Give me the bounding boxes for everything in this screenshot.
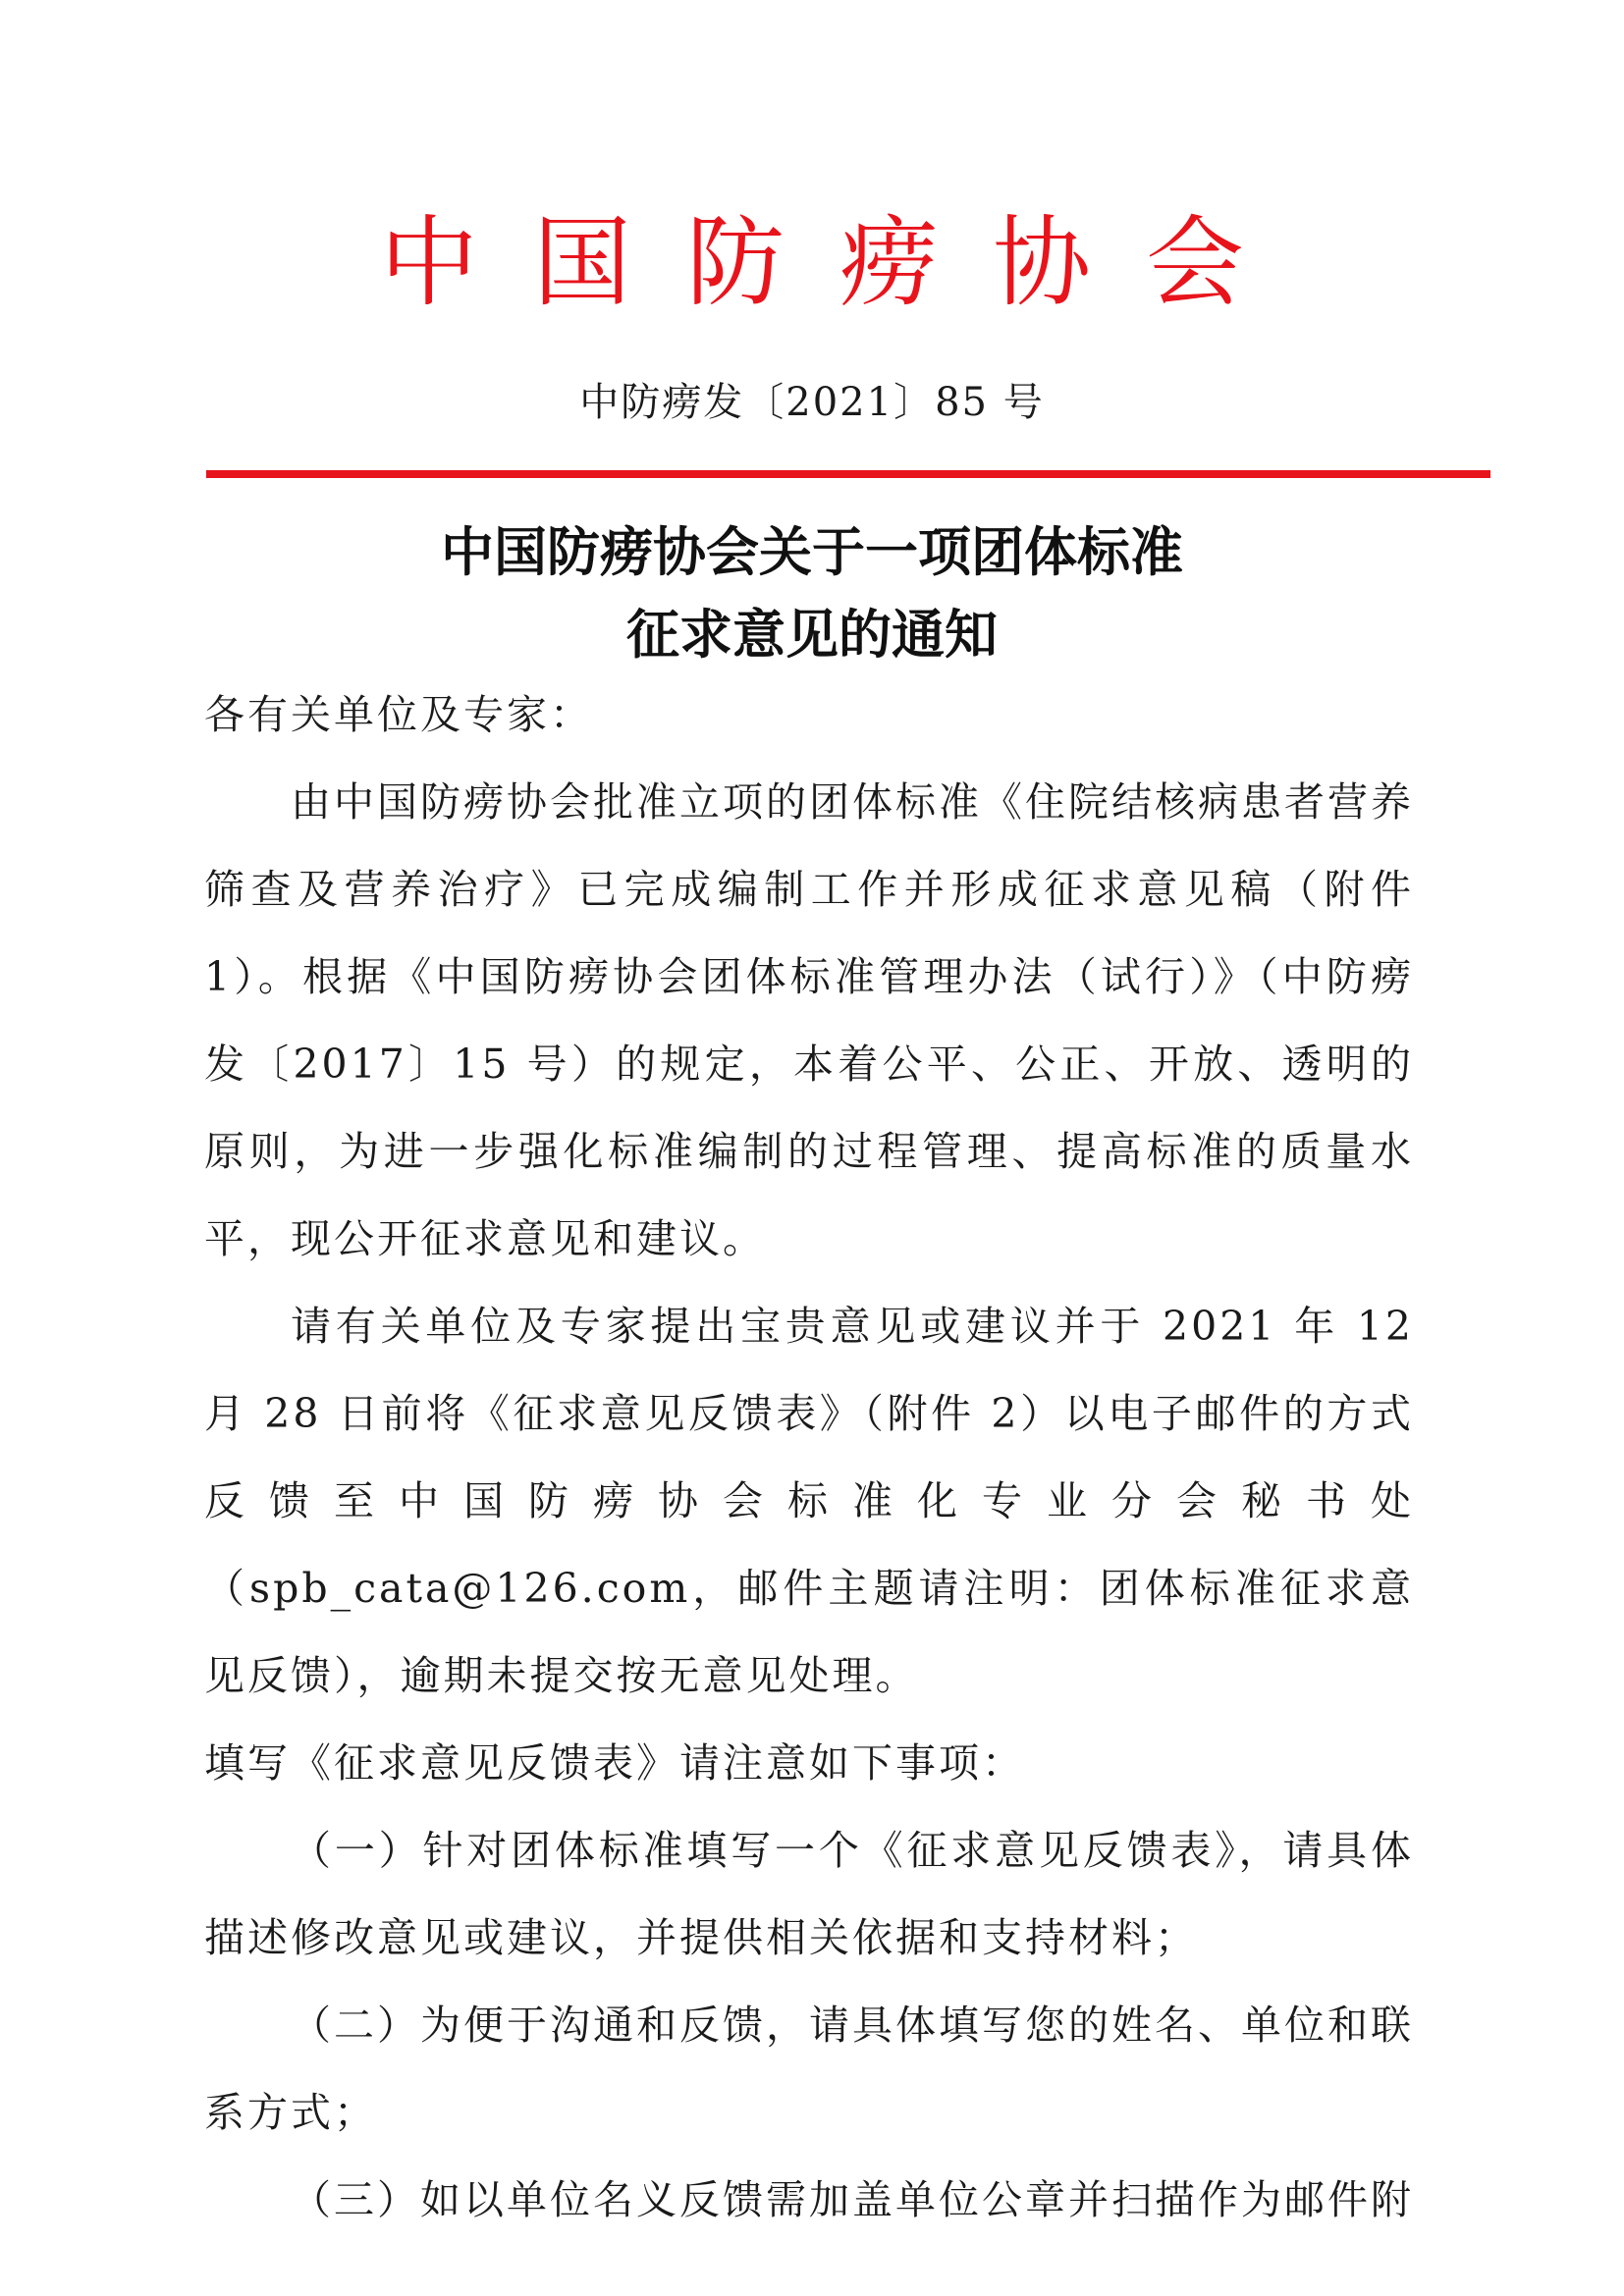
body-paragraph-1: 由中国防痨协会批准立项的团体标准《住院结核病患者营养筛查及营养治疗》已完成编制工作并形成征求意见稿（附件 1）。根据《中国防痨协会团体标准管理办法（试行）》（中防痨发〔2017〕15 号）的规定，本着公平、公正、开放、透明的原则，为进一步强化标准编制的过程管理、提高标准的质量水平，现公开征求意见和建议。 <box>204 778 1414 1262</box>
document-number: 中防痨发〔2021〕85 号 <box>579 380 1045 425</box>
body-paragraph-3: 填写《征求意见反馈表》请注意如下事项： <box>204 1739 1025 1787</box>
title-line-1: 中国防痨协会关于一项团体标准 <box>441 520 1183 583</box>
document-body <box>204 671 1414 2244</box>
title-line-2: 征求意见的通知 <box>626 603 998 666</box>
salutation: 各有关单位及专家： <box>204 691 593 738</box>
red-divider-line <box>206 470 1490 478</box>
list-item-3: （三）如以单位名义反馈需加盖单位公章并扫描作为邮件附 <box>291 2176 1414 2223</box>
list-item-1: （一）针对团体标准填写一个《征求意见反馈表》，请具体描述修改意见或建议，并提供相关依据和支持材料； <box>204 1827 1414 1961</box>
list-item-2: （二）为便于沟通和反馈，请具体填写您的姓名、单位和联系方式； <box>204 2002 1414 2136</box>
document-title <box>0 510 1624 675</box>
issuing-organization-header: 中国防痨协会 <box>380 205 1299 320</box>
body-paragraph-2: 请有关单位及专家提出宝贵意见或建议并于 2021 年 12 月 28 日前将《征求意见反馈表》（附件 2）以电子邮件的方式反馈至中国防痨协会标准化专业分会秘书处（spb_cata@126.com，邮件主题请注明：团体标准征求意见反馈），逾期未提交按无意见处理。 <box>204 1303 1414 1699</box>
